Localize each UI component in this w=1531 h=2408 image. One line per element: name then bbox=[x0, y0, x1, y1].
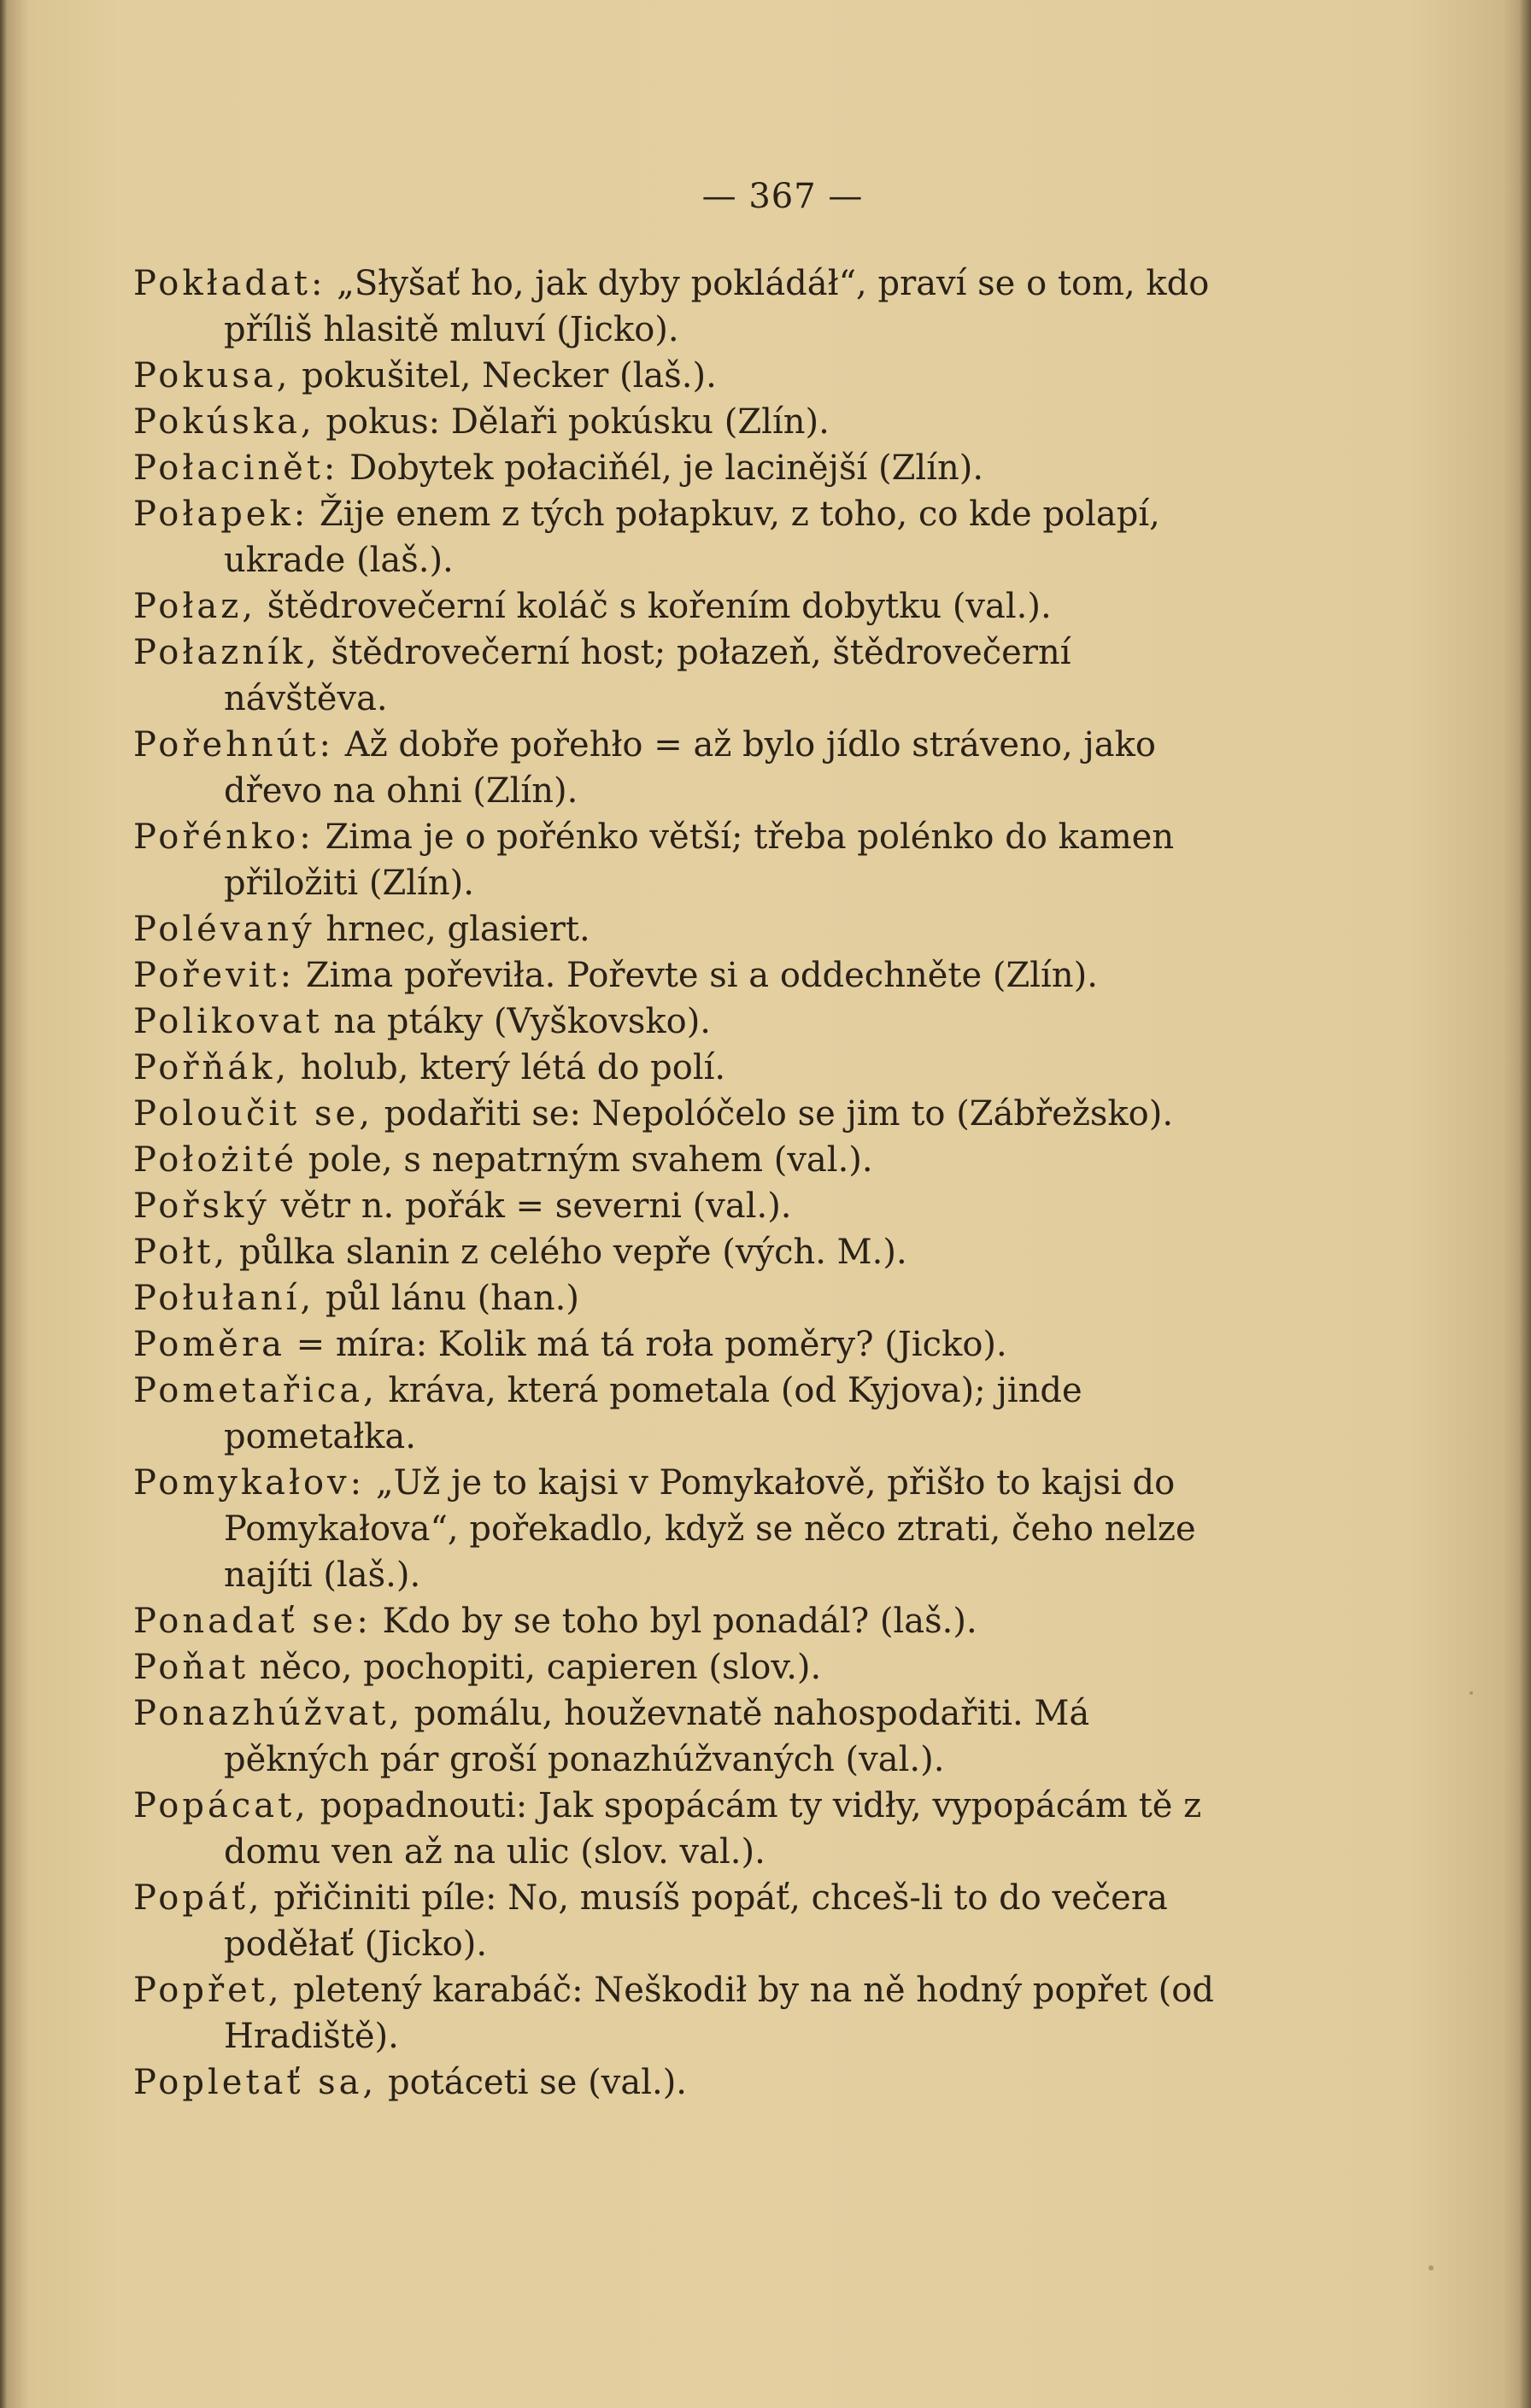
entry bbox=[133, 353, 1235, 399]
entry-definition: „Słyšať ho, jak dyby pokládáł“, praví se o tom, kdo příliš hlasitě mluví (Jicko). bbox=[224, 264, 1210, 349]
entry bbox=[133, 630, 1235, 722]
entry bbox=[133, 1644, 1235, 1690]
entry bbox=[133, 722, 1235, 814]
entry bbox=[133, 1368, 1235, 1460]
entry-definition: pletený karabáč: Neškodił by na ně hodný popřet (od Hradiště). bbox=[224, 1971, 1214, 2056]
entry-headword: Położité bbox=[133, 1140, 298, 1180]
entry-headword: Popletať sa, bbox=[133, 2063, 378, 2102]
entry-headword: Pokúska, bbox=[133, 402, 315, 442]
entry-definition: něco, pochopiti, capieren (slov.). bbox=[249, 1648, 822, 1687]
paper-speck bbox=[1428, 2265, 1434, 2270]
entry-headword: Popáť, bbox=[133, 1878, 263, 1918]
entry-headword: Połaz, bbox=[133, 587, 256, 626]
entry bbox=[133, 1783, 1235, 1875]
entry-definition: půl lánu (han.) bbox=[314, 1279, 579, 1318]
entry-headword: Pořénko: bbox=[133, 817, 314, 857]
entry-definition: = míra: Kolik má tá roła poměry? (Jicko). bbox=[284, 1325, 1007, 1364]
entry-definition: kráva, která pometala (od Kyjova); jinde pometałka. bbox=[224, 1371, 1082, 1456]
entry-headword: Ponadať se: bbox=[133, 1602, 372, 1641]
entry-definition: pole, s nepatrným svahem (val.). bbox=[297, 1140, 873, 1180]
entry-headword: Połułaní, bbox=[133, 1279, 315, 1318]
entry-definition: Až dobře pořehło = až bylo jídlo stráveno, jako dřevo na ohni (Zlín). bbox=[224, 725, 1156, 811]
entry bbox=[133, 906, 1235, 952]
entry-headword: Poměra bbox=[133, 1325, 285, 1364]
entry bbox=[133, 445, 1235, 491]
entry-headword: Popřet, bbox=[133, 1971, 283, 2010]
entry-headword: Pořňák, bbox=[133, 1048, 290, 1087]
entry-headword: Polévaný bbox=[133, 910, 315, 949]
entry-definition: pokušitel, Necker (laš.). bbox=[290, 356, 717, 395]
entry-definition: Kdo by se toho byl ponadál? (laš.). bbox=[371, 1602, 977, 1641]
entry bbox=[133, 399, 1235, 445]
entry bbox=[133, 1321, 1235, 1368]
entry-definition: přičiniti píle: No, musíš popáť, chceš-li to do večera poděłať (Jicko). bbox=[224, 1878, 1168, 1964]
entry-headword: Pomykałov: bbox=[133, 1463, 366, 1503]
entry-headword: Popácat, bbox=[133, 1786, 309, 1825]
entry bbox=[133, 1045, 1235, 1091]
entry bbox=[133, 999, 1235, 1045]
entry-headword: Pometařica, bbox=[133, 1371, 378, 1410]
entry bbox=[133, 1091, 1235, 1137]
entry-headword: Połapek: bbox=[133, 495, 309, 534]
entry-definition: Žije enem z tých połapkuv, z toho, co kde polapí, ukrade (laš.). bbox=[224, 495, 1160, 580]
entry-definition: na ptáky (Vyškovsko). bbox=[322, 1002, 712, 1041]
entry bbox=[133, 1690, 1235, 1783]
entry-definition: pokus: Dělaři pokúsku (Zlín). bbox=[314, 402, 830, 442]
entry-definition: popadnouti: Jak spopácám ty vidły, vypopácám tě z domu ven až na ulic (slov. val.). bbox=[224, 1786, 1202, 1872]
entry-headword: Połazník, bbox=[133, 633, 320, 672]
entry-definition: potáceti se (val.). bbox=[377, 2063, 688, 2102]
entry bbox=[133, 1967, 1235, 2059]
entry-definition: štědrovečerní host; połazeň, štědrovečerní návštěva. bbox=[224, 633, 1071, 718]
entry-definition: větr n. pořák = severni (val.). bbox=[269, 1186, 792, 1226]
entry bbox=[133, 952, 1235, 999]
entry bbox=[133, 1275, 1235, 1321]
entry-headword: Polоučit se, bbox=[133, 1094, 373, 1134]
dictionary-entries bbox=[133, 261, 1235, 2106]
page-number: — 367 — bbox=[701, 177, 864, 216]
entry bbox=[133, 491, 1235, 583]
entry bbox=[133, 2059, 1235, 2106]
entry-definition: podařiti se: Nepolóčelo se jim to (Zábřežsko). bbox=[372, 1094, 1174, 1134]
entry bbox=[133, 1875, 1235, 1967]
entry-headword: Pokusa, bbox=[133, 356, 291, 395]
entry bbox=[133, 814, 1235, 906]
entry bbox=[133, 1183, 1235, 1229]
entry-headword: Ponazhúžvat, bbox=[133, 1694, 403, 1733]
entry bbox=[133, 1598, 1235, 1644]
entry-definition: hrnec, glasiert. bbox=[314, 910, 590, 949]
paper-speck bbox=[1469, 1691, 1473, 1695]
entry-definition: Dobytek połaciňél, je lacinější (Zlín). bbox=[338, 448, 984, 488]
entry bbox=[133, 583, 1235, 630]
entry-definition: půlka slanin z celého vepře (vých. M.). bbox=[228, 1233, 907, 1272]
entry-headword: Pořský bbox=[133, 1186, 270, 1226]
entry-definition: štědrovečerní koláč s kořením dobytku (val.). bbox=[255, 587, 1052, 626]
entry-headword: Połacinět: bbox=[133, 448, 339, 488]
entry-definition: Zima je o pořénko větší; třeba polénko do kamen přiložiti (Zlín). bbox=[224, 817, 1175, 903]
entry-headword: Pořevit: bbox=[133, 956, 296, 995]
entry-headword: Pořehnút: bbox=[133, 725, 335, 765]
entry-headword: Polikovat bbox=[133, 1002, 323, 1041]
entry-definition: Zima pořeviła. Pořevte si a oddechněte (Zlín). bbox=[295, 956, 1098, 995]
entry-headword: Poňat bbox=[133, 1648, 249, 1687]
entry-headword: Pokładat: bbox=[133, 264, 326, 303]
entry bbox=[133, 1460, 1235, 1598]
entry-definition: holub, který létá do polí. bbox=[290, 1048, 726, 1087]
entry-definition: pomálu, houževnatě nahospodařiti. Má pěkných pár groší ponazhúžvaných (val.). bbox=[224, 1694, 1090, 1779]
entry-definition: „Už je to kajsi v Pomykałově, přišło to kajsi do Pomykałova“, pořekadlo, když se něco ztrati, čeho nelze najíti (laš.). bbox=[224, 1463, 1196, 1595]
entry bbox=[133, 261, 1235, 353]
entry bbox=[133, 1229, 1235, 1275]
entry bbox=[133, 1137, 1235, 1183]
entry-headword: Połt, bbox=[133, 1233, 229, 1272]
